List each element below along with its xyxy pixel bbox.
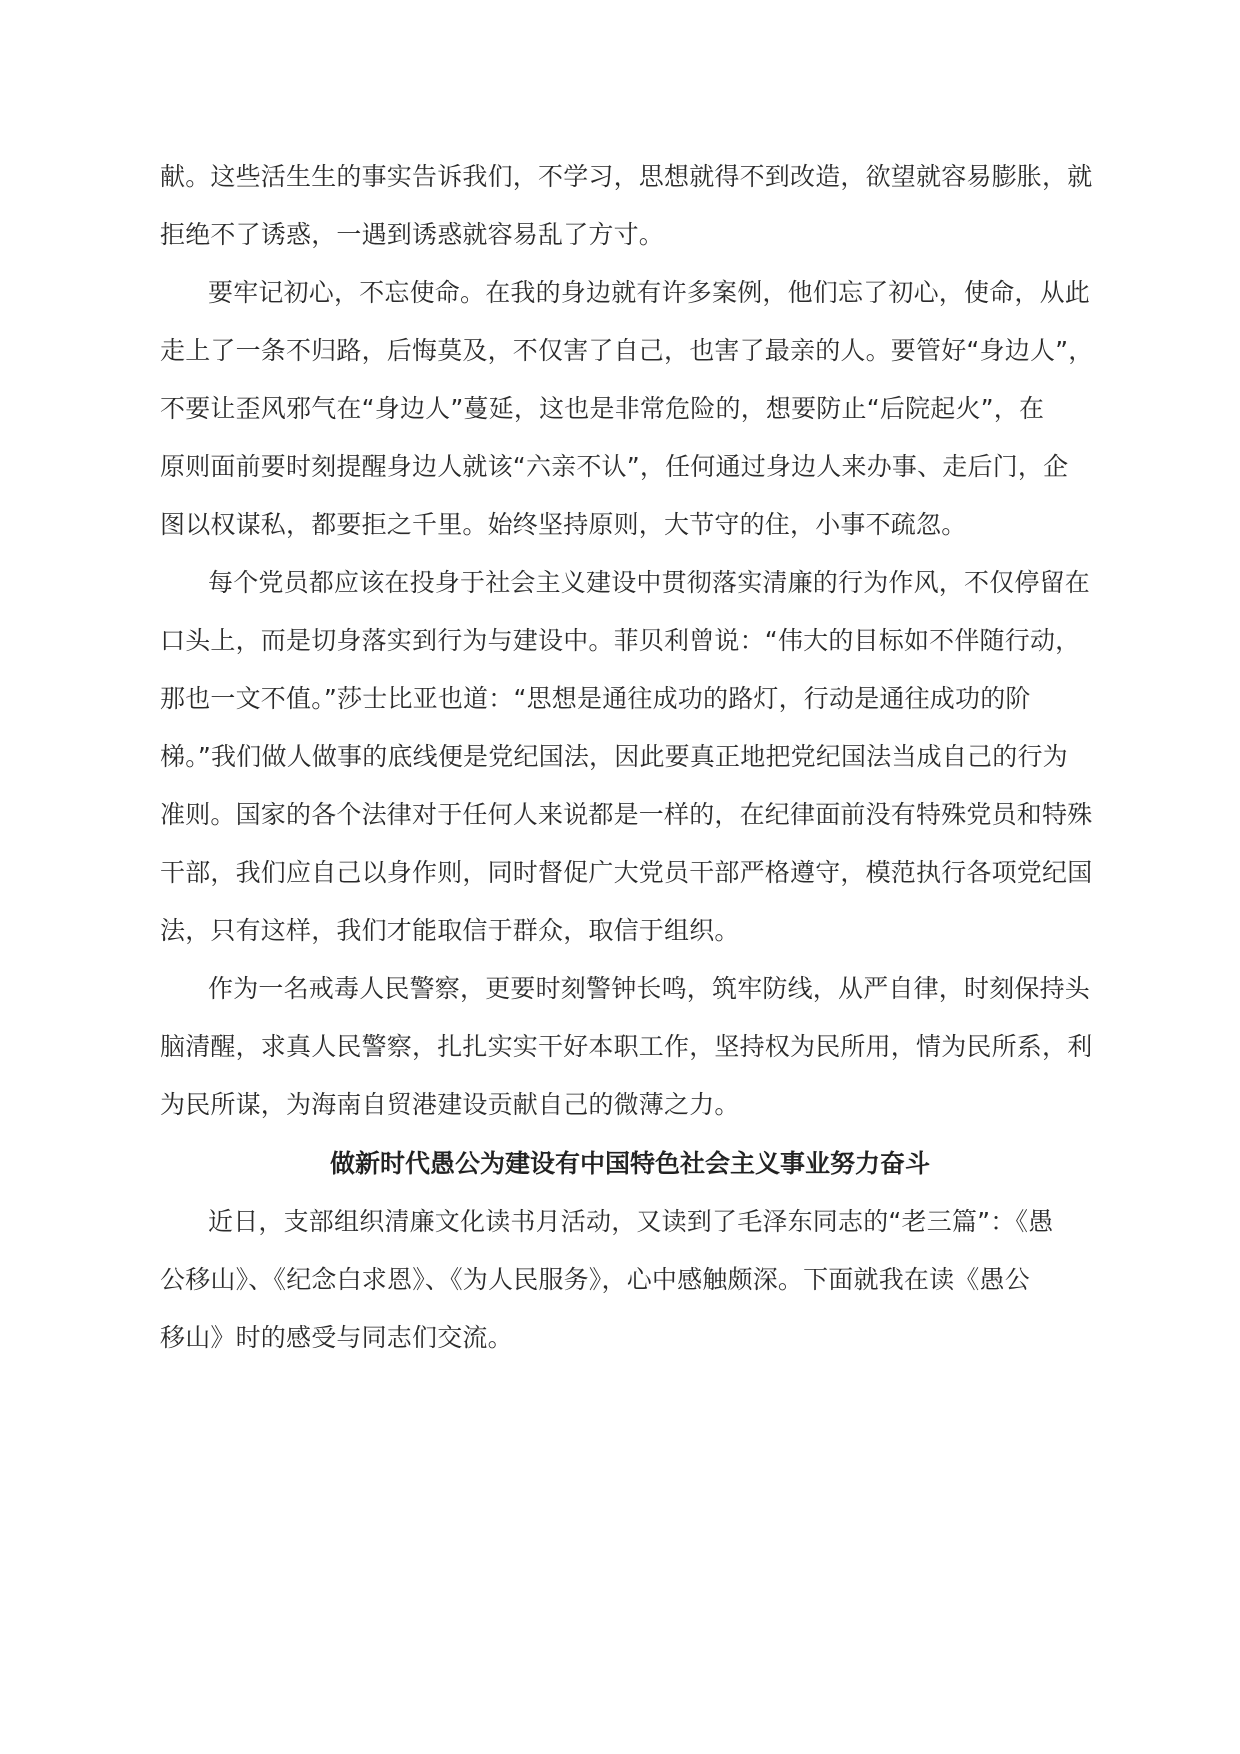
body-text-line: 干部，我们应自己以身作则，同时督促广大党员干部严格遵守，模范执行各项党纪国 [160,858,1093,887]
body-text-line: 那也一文不值。”莎士比亚也道：“思想是通往成功的路灯，行动是通往成功的阶 [160,684,1031,713]
body-text-line: 移山》时的感受与同志们交流。 [160,1323,513,1352]
body-text-line: 口头上，而是切身落实到行为与建设中。菲贝利曾说：“伟大的目标如不伴随行动， [160,626,1081,655]
body-text-line: 不要让歪风邪气在“身边人”蔓延，这也是非常危险的，想要防止“后院起火”，在 [160,394,1045,423]
body-text-line: 法，只有这样，我们才能取信于群众，取信于组织。 [160,916,740,945]
body-text-line: 走上了一条不归路，后悔莫及，不仅害了自己，也害了最亲的人。要管好“身边人”， [160,336,1094,365]
body-text-line: 为民所谋，为海南自贸港建设贡献自己的微薄之力。 [160,1090,740,1119]
paragraph-first-line: 近日，支部组织清廉文化读书月活动，又读到了毛泽东同志的“老三篇”：《愚 [208,1207,1054,1236]
body-text-line: 梯。”我们做人做事的底线便是党纪国法，因此要真正地把党纪国法当成自己的行为 [160,742,1068,771]
section-heading: 做新时代愚公为建设有中国特色社会主义事业努力奋斗 [329,1149,930,1178]
body-text-line: 图以权谋私，都要拒之千里。始终坚持原则，大节守的住，小事不疏忽。 [160,510,967,539]
paragraph-first-line: 要牢记初心，不忘使命。在我的身边就有许多案例，他们忘了初心，使命，从此 [208,278,1091,307]
paragraph-first-line: 每个党员都应该在投身于社会主义建设中贯彻落实清廉的行为作风，不仅停留在 [208,568,1091,597]
body-text-line: 公移山》、《纪念白求恩》、《为人民服务》，心中感触颇深。下面就我在读《愚公 [160,1265,1030,1294]
body-text-line: 献。这些活生生的事实告诉我们，不学习，思想就得不到改造，欲望就容易膨胀，就 [160,162,1093,191]
paragraph-first-line: 作为一名戒毒人民警察，更要时刻警钟长鸣，筑牢防线，从严自律，时刻保持头 [208,974,1091,1003]
body-text-line: 准则。国家的各个法律对于任何人来说都是一样的，在纪律面前没有特殊党员和特殊 [160,800,1093,829]
body-text-line: 脑清醒，求真人民警察，扎扎实实干好本职工作，坚持权为民所用，情为民所系，利 [160,1032,1093,1061]
body-text-line: 拒绝不了诱惑，一遇到诱惑就容易乱了方寸。 [160,220,665,249]
body-text-line: 原则面前要时刻提醒身边人就该“六亲不认”，任何通过身边人来办事、走后门，企 [160,452,1069,481]
